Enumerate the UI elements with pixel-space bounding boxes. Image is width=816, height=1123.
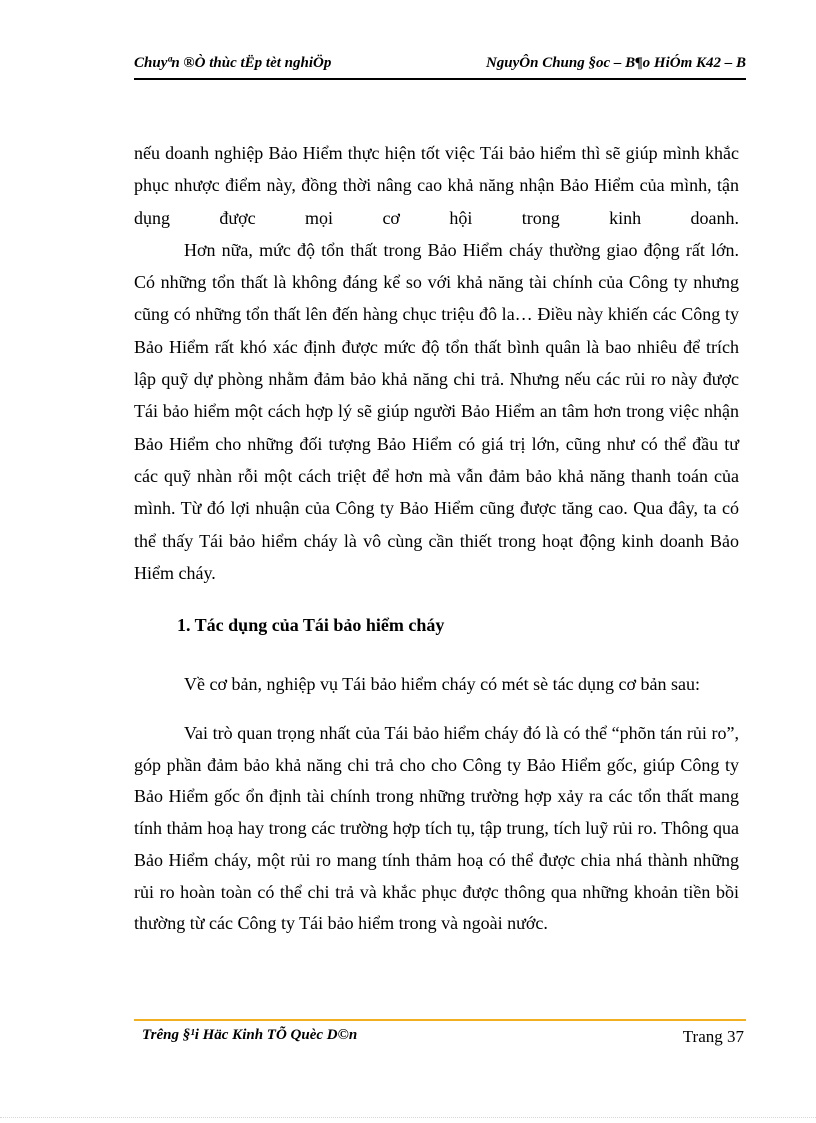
body-text — [134, 137, 739, 589]
paragraph-2: Hơn nữa, mức độ tổn thất trong Bảo Hiểm cháy thường giao động rất lớn. Có những tổn thất là không đáng kể so với khả năng tài chính của Công ty nhưng cũng có những tổn thất lên đến hàng chục triệu đô la… Điều này khiến các Công ty Bảo Hiểm rất khó xác định được mức độ tổn thất bình quân là bao nhiêu để trích lập quỹ dự phòng nhằm đảm bảo khả năng chi trả. Nhưng nếu các rủi ro này được Tái bảo hiểm một cách hợp lý sẽ giúp người Bảo Hiểm an tâm hơn trong việc nhận Bảo Hiểm cho những đối tượng Bảo Hiểm có giá trị lớn, cũng như có thể đầu tư các quỹ nhàn rỗi một cách triệt để hơn mà vẫn đảm bảo khả năng thanh toán của mình. Từ đó lợi nhuận của Công ty Bảo Hiểm cũng được tăng cao. Qua đây, ta có thể thấy Tái bảo hiểm cháy là vô cùng cần thiết trong hoạt động kinh doanh Bảo Hiểm cháy. — [134, 239, 739, 583]
intro-block — [134, 668, 739, 700]
paragraph-block-3 — [134, 718, 739, 940]
paragraph-3: Vai trò quan trọng nhất của Tái bảo hiểm cháy đó là có thể “phõn tán rủi ro”, góp phần đảm bảo khả năng chi trả cho cho Công ty Bảo Hiểm gốc, giúp Công ty Bảo Hiểm gốc ổn định tài chính trong những trường hợp xảy ra các tổn thất mang tính thảm hoạ hay trong các trường hợp tích tụ, tập trung, tích luỹ rủi ro. Thông qua Bảo Hiểm cháy, một rủi ro mang tính thảm hoạ có thể được chia nhá thành những rủi ro hoàn toàn có thể chi trả và khắc phục được thông qua những khoản tiền bồi thường từ các Công ty Tái bảo hiểm trong và ngoài nước. — [134, 723, 739, 934]
footer-page-number: Trang 37 — [682, 1027, 744, 1046]
page-footer — [134, 1019, 746, 1051]
intro-paragraph: Về cơ bản, nghiệp vụ Tái bảo hiểm cháy có mét sè tác dụng cơ bản sau: — [184, 674, 701, 694]
section-heading: 1. Tác dụng của Tái bảo hiểm cháy — [177, 615, 445, 635]
paragraph-1: nếu doanh nghiệp Bảo Hiểm thực hiện tốt việc Tái bảo hiểm thì sẽ giúp mình khắc phục nhược điểm này, đồng thời nâng cao khả năng nhận Bảo Hiểm của mình, tận dụng được mọi cơ hội trong kinh doanh. — [134, 143, 739, 228]
header-right-author: NguyÔn Chung §oc – B¶o HiÓm K42 – B — [485, 55, 746, 71]
footer-left-institution: Trêng §¹i Häc Kinh TÕ Quèc D©n — [142, 1027, 358, 1043]
page-header — [134, 52, 746, 80]
page-bottom-divider — [0, 1117, 816, 1118]
header-left-title: Chuyªn ®Ò thùc tËp tèt nghiÖp — [134, 55, 332, 71]
